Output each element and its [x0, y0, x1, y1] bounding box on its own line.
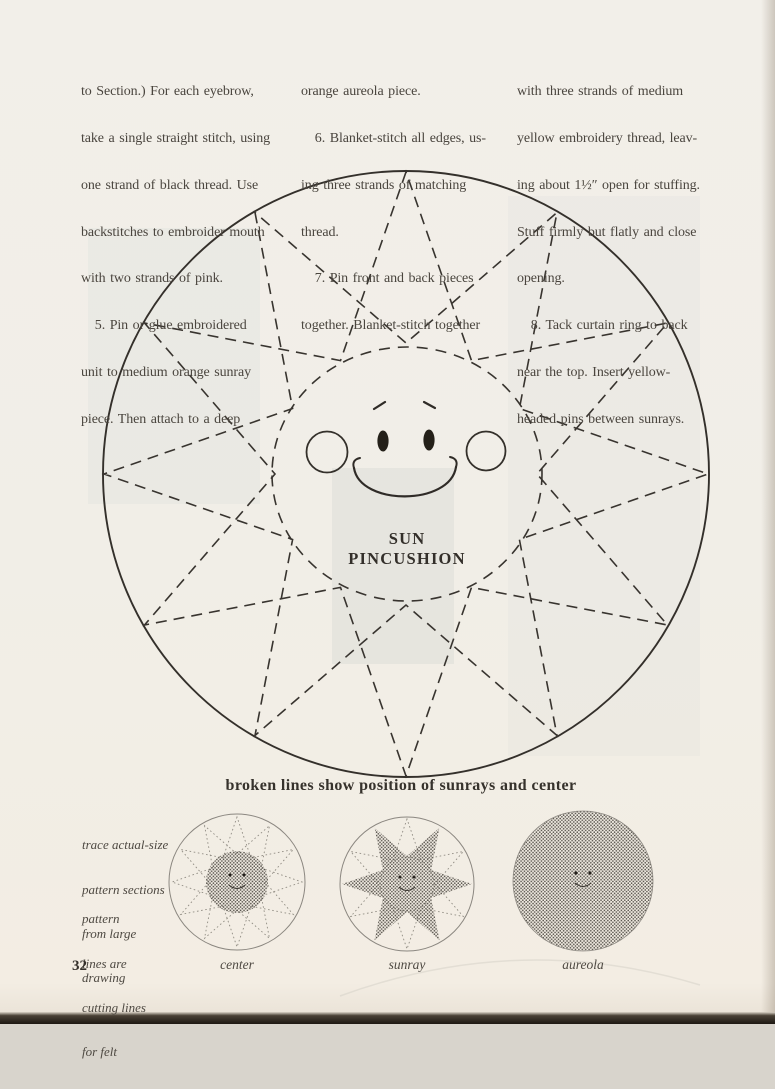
page-curl-shadow: [761, 0, 775, 1024]
thumbnail-aureola-piece: [513, 811, 653, 951]
right-cheek-circle: [467, 432, 506, 471]
instruction-line: 6. Blanket-stitch all edges, us-: [301, 130, 486, 146]
instruction-line: with two strands of pink.: [81, 271, 223, 287]
instructions-column-1: [81, 53, 297, 458]
thumb-center-shaded-circle: [206, 851, 268, 913]
instruction-line: backstitches to embroider mouth: [81, 224, 265, 240]
instruction-line: ing about 1½″ open for stuffing.: [517, 177, 700, 193]
smile-left-tick: [353, 458, 360, 468]
instruction-line: ing three strands of matching: [301, 177, 467, 193]
instruction-line: headed pins between sunrays.: [517, 411, 685, 427]
instruction-line: opening.: [517, 271, 565, 287]
thumbnail-sunray-piece: [340, 817, 474, 951]
instruction-line: 5. Pin or glue embroidered: [81, 318, 247, 334]
instruction-line: Stuff firmly but flatly and close: [517, 224, 697, 240]
thumbnail-label-sunray: sunray: [388, 957, 426, 972]
side-note-line: drawing: [82, 969, 126, 985]
instructions-column-2: [301, 53, 511, 365]
diagram-title-line2: PINCUSHION: [348, 549, 466, 568]
side-note-line: for felt: [82, 1043, 118, 1059]
instruction-line: thread.: [301, 224, 339, 240]
side-note-line: pattern: [82, 911, 120, 927]
side-note-line: from large: [82, 925, 137, 941]
instruction-line: yellow embroidery thread, leav-: [517, 130, 698, 146]
side-note-line: lines are: [82, 955, 127, 971]
diagram-caption: broken lines show position of sunrays and center: [225, 777, 577, 794]
left-eye: [377, 431, 388, 452]
page-number: 32: [72, 958, 87, 974]
right-eye: [423, 430, 434, 451]
instruction-line: with three strands of medium: [517, 84, 684, 100]
thumbnail-label-aureola: aureola: [562, 957, 604, 972]
instruction-line: 7. Pin front and back pieces: [301, 271, 474, 287]
thumb-aureola-shaded-circle: [513, 811, 653, 951]
right-eyebrow-stitch: [424, 402, 435, 408]
thumbnail-label-center: center: [220, 957, 254, 972]
thumb-sunray-shaded-star: [342, 828, 472, 941]
instruction-line: take a single straight stitch, using: [81, 130, 271, 146]
instruction-line: near the top. Insert yellow-: [517, 364, 671, 380]
side-note-line: cutting lines: [82, 999, 146, 1015]
side-note-cutting: [82, 883, 146, 1089]
left-cheek-circle: [307, 432, 348, 473]
instruction-line: one strand of black thread. Use: [81, 177, 259, 193]
instruction-line: piece. Then attach to a deep: [81, 411, 241, 427]
thumbnail-center-piece: [169, 814, 305, 950]
side-note-line: trace actual-size: [82, 837, 169, 853]
instructions-column-3: [517, 53, 733, 458]
instruction-line: orange aureola piece.: [301, 84, 421, 100]
instruction-line: to Section.) For each eyebrow,: [81, 84, 254, 100]
left-eyebrow-stitch: [374, 402, 385, 409]
smile-right-tick: [450, 457, 457, 467]
diagram-title-line1: SUN: [388, 529, 426, 548]
side-note-line: pattern sections: [82, 881, 165, 897]
instruction-line: unit to medium orange sunray: [81, 364, 251, 380]
instruction-line: together. Blanket-stitch together: [301, 318, 481, 334]
instruction-line: 8. Tack curtain ring to back: [517, 318, 688, 334]
